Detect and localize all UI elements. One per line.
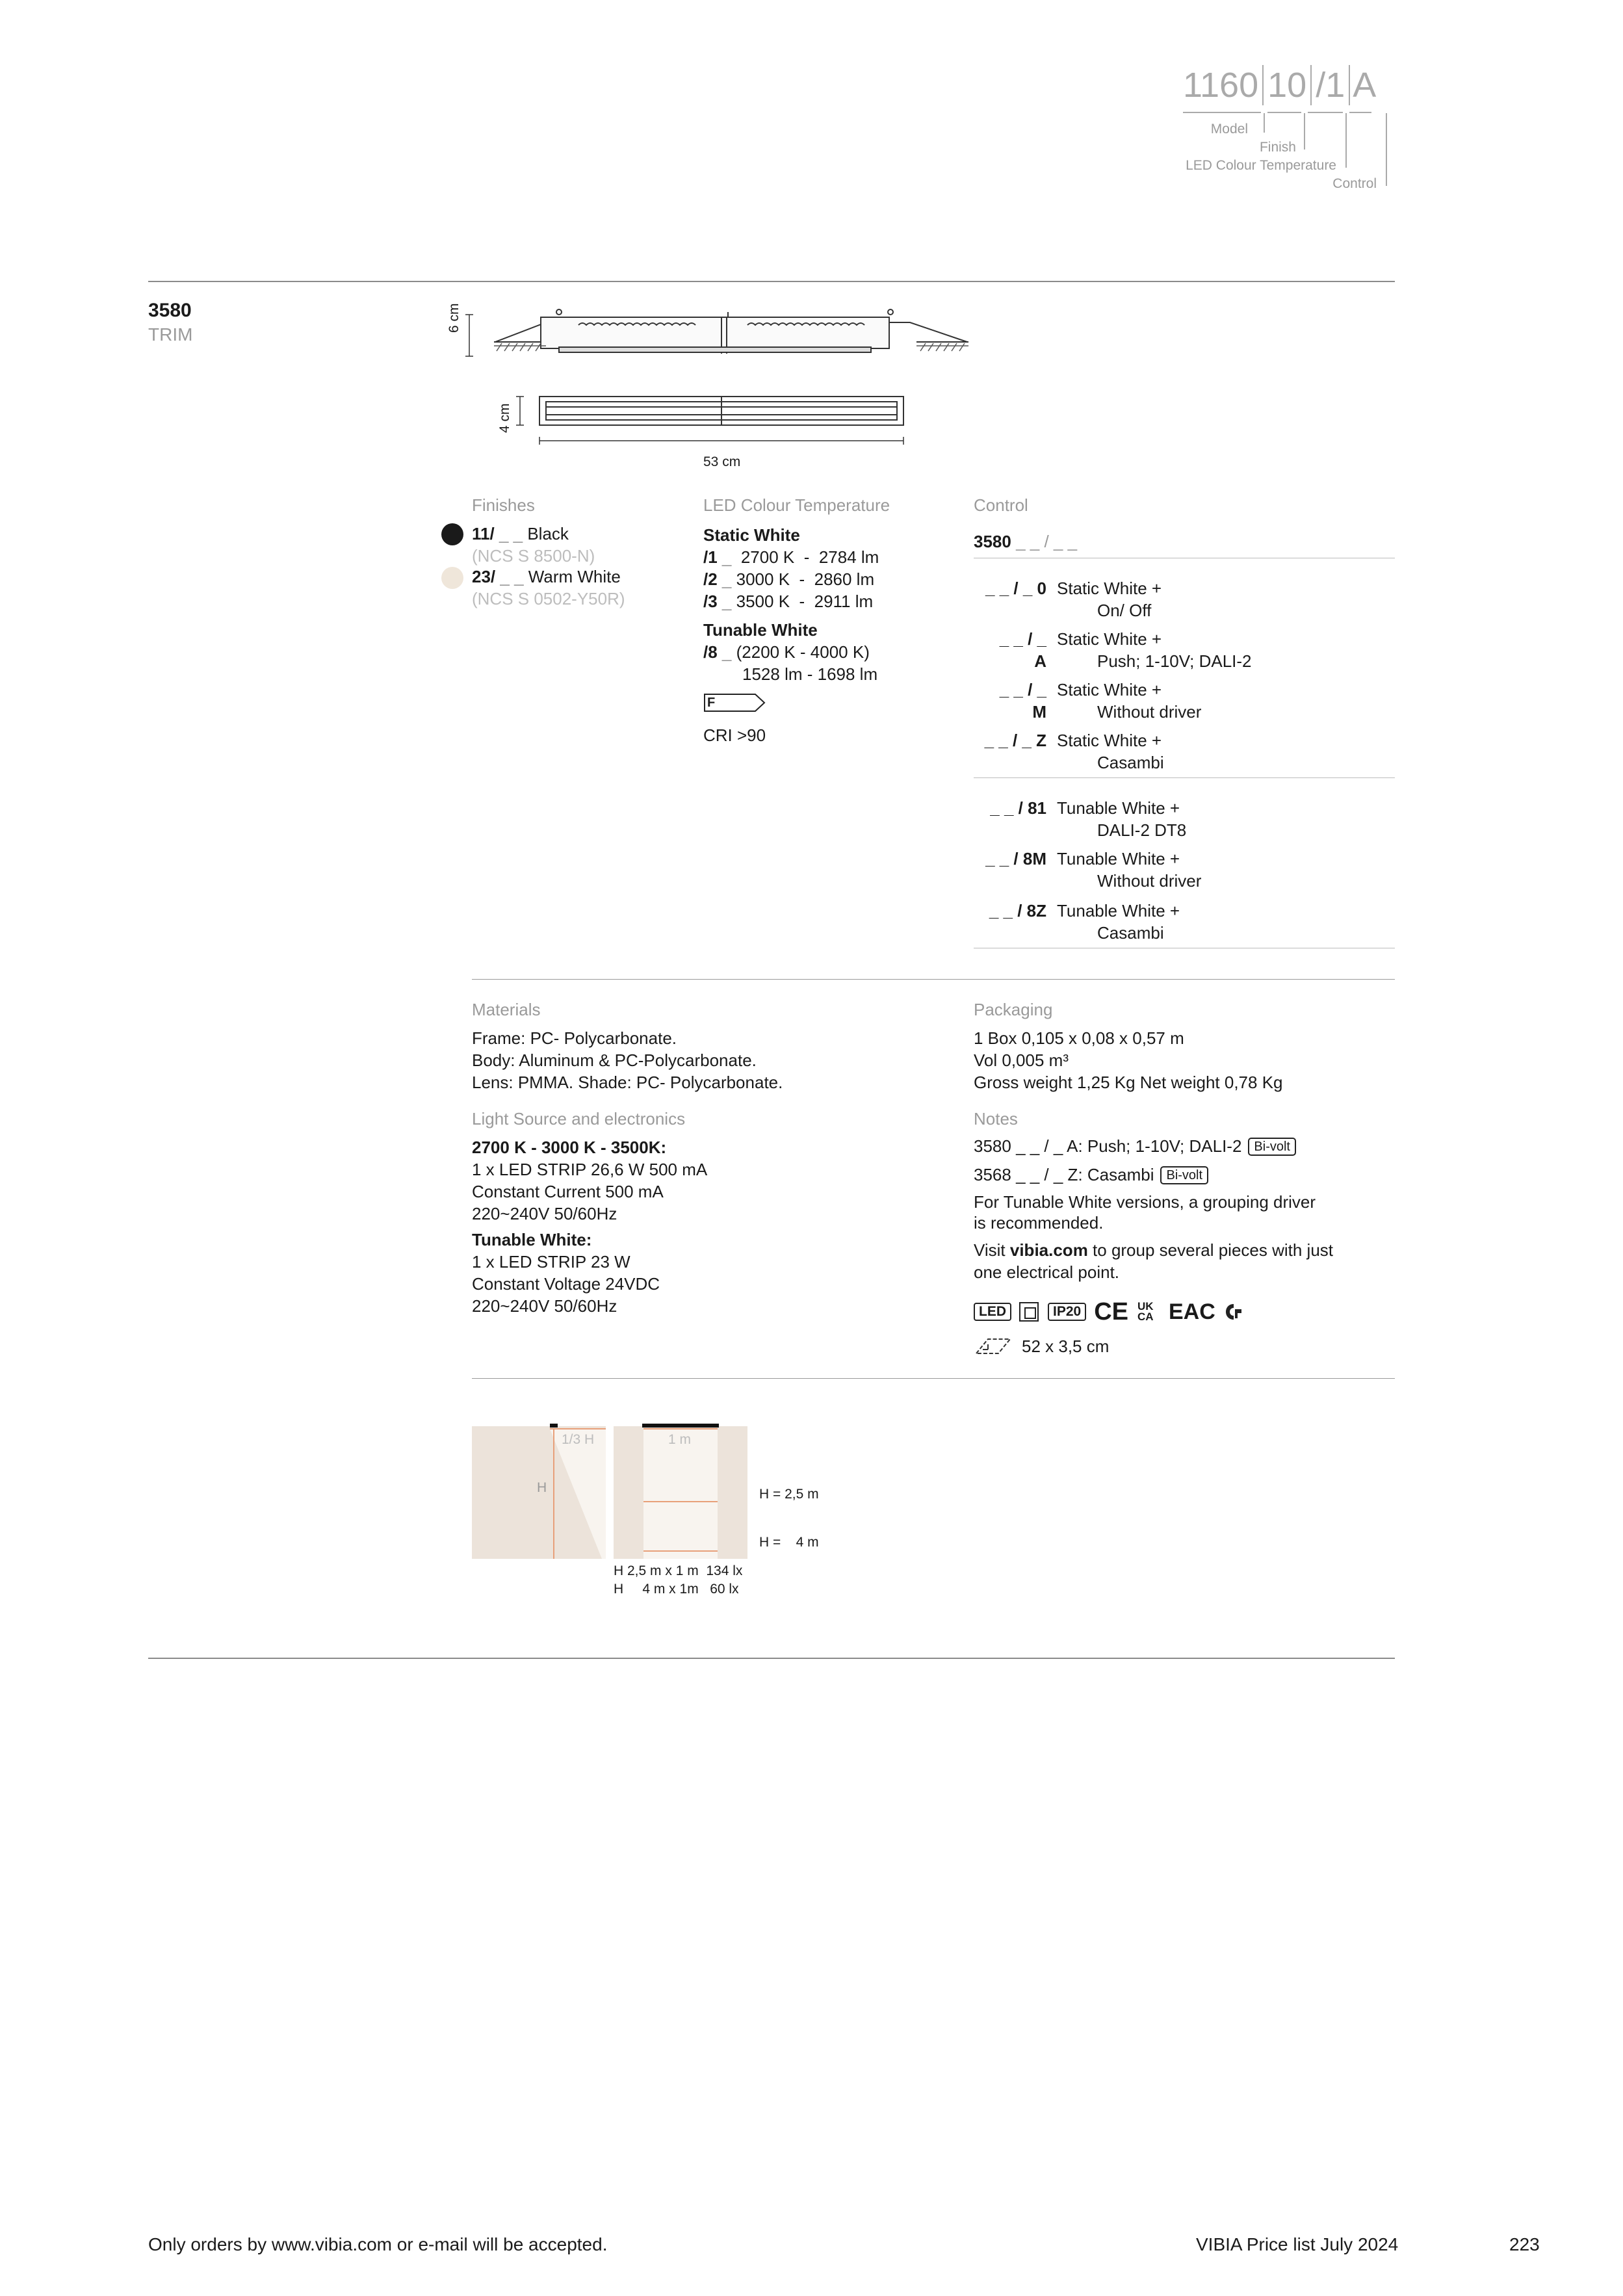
one-third-h-label: 1/3 H bbox=[562, 1432, 595, 1447]
bi-volt-badge: Bi-volt bbox=[1248, 1138, 1296, 1156]
model-code-model: 1160 bbox=[1183, 66, 1259, 105]
height-dimension-label: 6 cm bbox=[447, 303, 461, 333]
one-meter-label: 1 m bbox=[668, 1432, 692, 1447]
finishes-title: Finishes bbox=[472, 495, 535, 515]
class-ii-icon bbox=[1019, 1302, 1039, 1322]
lighting-diagram bbox=[472, 1424, 836, 1606]
finish-item-warm-white: 23/ _ _ Warm White bbox=[472, 567, 621, 586]
light-source-line: Constant Current 500 mA bbox=[472, 1182, 664, 1201]
static-white-title: Static White bbox=[703, 525, 800, 545]
control-option: _ _ / _ A Static White + bbox=[999, 629, 1162, 671]
control-option-detail: On/ Off bbox=[1097, 601, 1152, 620]
note-line: is recommended. bbox=[974, 1213, 1104, 1233]
control-option-detail: Without driver bbox=[1097, 871, 1202, 891]
led-cert-icon: LED bbox=[974, 1303, 1011, 1321]
control-option: _ _ / 81 Tunable White + bbox=[990, 798, 1180, 818]
label-model: Model bbox=[1210, 122, 1248, 137]
label-led-colour-temperature: LED Colour Temperature bbox=[1186, 158, 1336, 173]
light-source-line: Constant Voltage 24VDC bbox=[472, 1274, 660, 1294]
vibia-link[interactable]: vibia.com bbox=[1009, 1240, 1088, 1260]
control-title: Control bbox=[974, 495, 1028, 515]
control-option-detail: DALI-2 DT8 bbox=[1097, 820, 1187, 840]
led-static-3: /3 _ 3500 K - 2911 lm bbox=[703, 592, 874, 611]
eac-mark-icon: EAC bbox=[1169, 1299, 1215, 1324]
h-label: H bbox=[537, 1480, 547, 1495]
model-code-control: A bbox=[1353, 66, 1377, 105]
materials-line: Body: Aluminum & PC-Polycarbonate. bbox=[472, 1050, 757, 1070]
ip20-cert-icon: IP20 bbox=[1048, 1303, 1086, 1321]
depth-dimension-label: 4 cm bbox=[497, 403, 512, 433]
control-divider bbox=[974, 777, 1395, 778]
product-code: 3580 bbox=[148, 300, 192, 321]
note-line: For Tunable White versions, a grouping driver bbox=[974, 1192, 1316, 1212]
control-option: _ _ / 8M Tunable White + bbox=[985, 849, 1180, 868]
length-dimension-label: 53 cm bbox=[703, 454, 741, 469]
notes-title: Notes bbox=[974, 1109, 1018, 1128]
product-type: TRIM bbox=[148, 324, 193, 345]
finish-ncs-black: (NCS S 8500-N) bbox=[472, 546, 595, 566]
model-code-finish: 10 bbox=[1267, 66, 1307, 105]
control-option-detail: Without driver bbox=[1097, 702, 1202, 722]
light-source-tunable-heading: Tunable White: bbox=[472, 1230, 592, 1249]
tunable-white-title: Tunable White bbox=[703, 620, 818, 640]
finish-swatch-warm-white bbox=[441, 567, 463, 589]
light-source-static-heading: 2700 K - 3000 K - 3500K: bbox=[472, 1138, 667, 1157]
light-source-title: Light Source and electronics bbox=[472, 1109, 686, 1128]
footer-brand: VIBIA Price list July 2024 bbox=[1196, 2234, 1399, 2254]
control-option: _ _ / 8Z Tunable White + bbox=[989, 901, 1180, 920]
light-source-line: 220~240V 50/60Hz bbox=[472, 1204, 617, 1223]
packaging-title: Packaging bbox=[974, 1000, 1053, 1019]
recycling-mark-icon bbox=[1223, 1301, 1244, 1322]
height-25-label: H = 2,5 m bbox=[759, 1487, 819, 1502]
finish-item-black: 11/ _ _ Black bbox=[472, 524, 569, 543]
control-header: 3580 _ _ / _ _ bbox=[974, 532, 1078, 551]
note-line: 3568 _ _ / _ Z: Casambi Bi-volt bbox=[974, 1164, 1208, 1186]
packaging-line: 1 Box 0,105 x 0,08 x 0,57 m bbox=[974, 1028, 1184, 1048]
label-finish: Finish bbox=[1259, 140, 1296, 155]
section-divider bbox=[472, 1378, 1395, 1379]
top-divider bbox=[148, 281, 1395, 282]
cri-value: CRI >90 bbox=[703, 725, 766, 745]
light-source-line: 220~240V 50/60Hz bbox=[472, 1296, 617, 1316]
note-line: one electrical point. bbox=[974, 1262, 1120, 1282]
materials-line: Lens: PMMA. Shade: PC- Polycarbonate. bbox=[472, 1073, 783, 1092]
model-code bbox=[1183, 65, 1397, 195]
ukca-mark-icon: UK CA bbox=[1137, 1300, 1154, 1323]
certification-row bbox=[974, 1300, 1244, 1324]
lux-line: H 2,5 m x 1 m 134 lx bbox=[614, 1563, 743, 1578]
control-option: _ _ / _ 0 Static White + bbox=[985, 579, 1162, 598]
ce-mark-icon: CE bbox=[1094, 1298, 1128, 1325]
finish-swatch-black bbox=[441, 523, 463, 545]
led-tunable-lumen: 1528 lm - 1698 lm bbox=[742, 664, 878, 684]
note-line: Visit vibia.com to group several pieces with just bbox=[974, 1240, 1334, 1260]
led-static-2: /2 _ 3000 K - 2860 lm bbox=[703, 569, 875, 589]
product-drawing bbox=[442, 306, 988, 475]
note-line: 3580 _ _ / _ A: Push; 1-10V; DALI-2 Bi-volt bbox=[974, 1135, 1296, 1157]
control-option: _ _ / _ M Static White + bbox=[999, 680, 1162, 722]
cutout-size: 52 x 3,5 cm bbox=[1022, 1337, 1110, 1356]
led-static-1: /1 _ 2700 K - 2784 lm bbox=[703, 547, 879, 567]
label-control: Control bbox=[1332, 176, 1377, 191]
bottom-divider bbox=[148, 1658, 1395, 1659]
light-source-line: 1 x LED STRIP 23 W bbox=[472, 1252, 630, 1272]
led-title: LED Colour Temperature bbox=[703, 495, 890, 515]
control-option-detail: Push; 1-10V; DALI-2 bbox=[1097, 651, 1252, 671]
control-option-detail: Casambi bbox=[1097, 753, 1164, 772]
finish-ncs-warm-white: (NCS S 0502-Y50R) bbox=[472, 589, 625, 608]
section-divider bbox=[472, 979, 1395, 980]
energy-class-label: F bbox=[707, 696, 716, 710]
materials-line: Frame: PC- Polycarbonate. bbox=[472, 1028, 677, 1048]
control-option-detail: Casambi bbox=[1097, 923, 1164, 943]
height-4-label: H = 4 m bbox=[759, 1535, 819, 1550]
led-tunable: /8 _ (2200 K - 4000 K) bbox=[703, 642, 870, 662]
control-option: _ _ / _ Z Static White + bbox=[984, 731, 1162, 750]
cutout-icon bbox=[974, 1335, 1014, 1356]
bi-volt-badge: Bi-volt bbox=[1160, 1166, 1208, 1184]
lux-line: H 4 m x 1m 60 lx bbox=[614, 1582, 739, 1597]
model-code-led: /1 bbox=[1316, 66, 1345, 105]
page-number: 223 bbox=[1509, 2234, 1540, 2254]
light-source-line: 1 x LED STRIP 26,6 W 500 mA bbox=[472, 1160, 708, 1179]
packaging-line: Gross weight 1,25 Kg Net weight 0,78 Kg bbox=[974, 1073, 1283, 1092]
packaging-line: Vol 0,005 m³ bbox=[974, 1050, 1069, 1070]
materials-title: Materials bbox=[472, 1000, 541, 1019]
footer-note: Only orders by www.vibia.com or e-mail will be accepted. bbox=[148, 2234, 608, 2254]
